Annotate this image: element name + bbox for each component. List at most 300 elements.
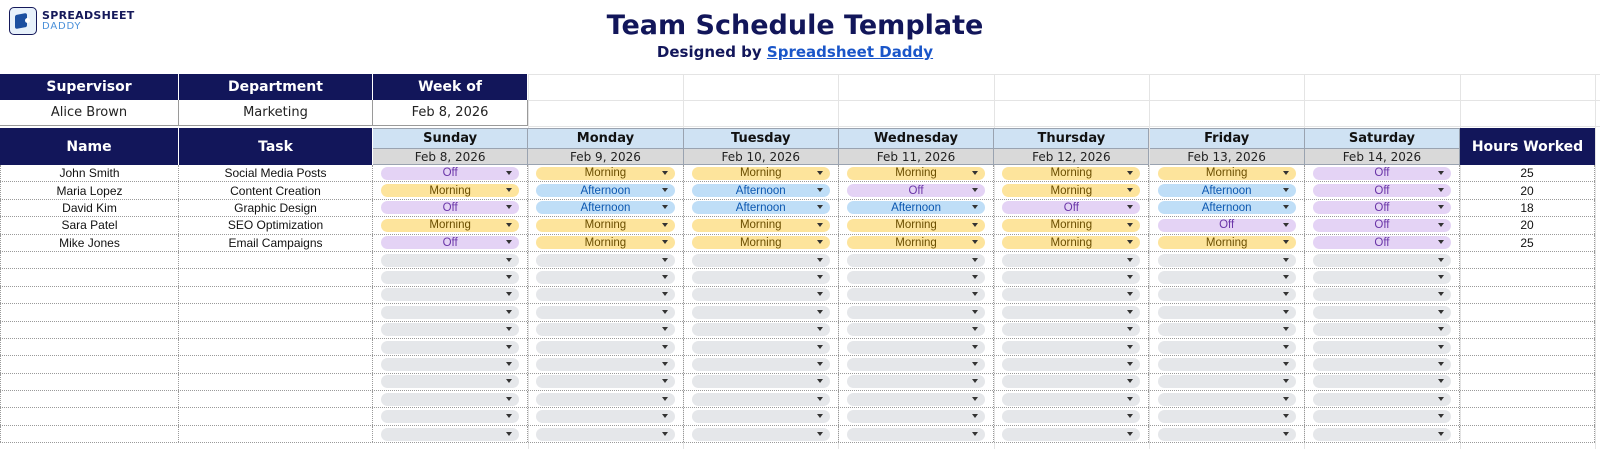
dropdown-arrow-icon[interactable] [972,397,978,401]
shift-dropdown[interactable] [536,375,674,388]
dropdown-arrow-icon[interactable] [506,310,512,314]
shift-dropdown[interactable] [536,428,674,441]
shift-dropdown[interactable] [1002,288,1140,301]
shift-dropdown[interactable] [1158,358,1296,371]
employee-name-cell[interactable] [0,391,179,407]
shift-dropdown[interactable] [536,358,674,371]
dropdown-arrow-icon[interactable] [1438,414,1444,418]
shift-cell [1150,165,1305,181]
shift-dropdown[interactable] [847,271,985,284]
shift-dropdown[interactable] [1002,254,1140,267]
dropdown-arrow-icon[interactable] [972,292,978,296]
hours-worked-cell[interactable] [1460,322,1595,338]
week-of-value[interactable]: Feb 8, 2026 [373,100,528,126]
day-header-sunday: Sunday [373,128,528,148]
employee-name-cell[interactable] [0,287,179,303]
shift-dropdown[interactable] [847,323,985,336]
hours-worked-cell[interactable] [1460,391,1595,407]
shift-dropdown[interactable] [692,428,830,441]
department-value[interactable]: Marketing [179,100,373,126]
task-cell[interactable] [179,269,373,285]
dropdown-arrow-icon[interactable] [1283,223,1289,227]
shift-dropdown[interactable] [381,219,519,232]
dropdown-arrow-icon[interactable] [817,345,823,349]
dropdown-arrow-icon[interactable] [972,275,978,279]
shift-dropdown[interactable] [381,306,519,319]
dropdown-arrow-icon[interactable] [506,275,512,279]
dropdown-arrow-icon[interactable] [1127,292,1133,296]
shift-dropdown[interactable] [1002,219,1140,232]
dropdown-arrow-icon[interactable] [662,414,668,418]
dropdown-arrow-icon[interactable] [1127,240,1133,244]
shift-dropdown[interactable] [847,288,985,301]
task-cell[interactable]: SEO Optimization [179,217,373,233]
dropdown-arrow-icon[interactable] [1127,432,1133,436]
shift-dropdown[interactable] [381,271,519,284]
shift-dropdown[interactable] [1158,428,1296,441]
dropdown-arrow-icon[interactable] [972,223,978,227]
hours-worked-cell[interactable] [1460,339,1595,355]
dropdown-arrow-icon[interactable] [972,414,978,418]
shift-dropdown[interactable] [1002,358,1140,371]
dropdown-arrow-icon[interactable] [1438,258,1444,262]
shift-dropdown[interactable] [692,219,830,232]
shift-dropdown[interactable] [536,184,674,197]
dropdown-arrow-icon[interactable] [1127,223,1133,227]
dropdown-arrow-icon[interactable] [972,258,978,262]
shift-dropdown[interactable] [847,375,985,388]
shift-cell [373,235,528,251]
shift-cell [1150,408,1305,424]
hours-worked-cell[interactable] [1460,426,1595,442]
shift-dropdown[interactable] [536,271,674,284]
shift-dropdown[interactable] [381,254,519,267]
dropdown-arrow-icon[interactable] [972,240,978,244]
dropdown-arrow-icon[interactable] [662,240,668,244]
dropdown-arrow-icon[interactable] [1127,327,1133,331]
dropdown-arrow-icon[interactable] [817,188,823,192]
shift-dropdown[interactable] [1313,341,1451,354]
hours-worked-cell[interactable] [1460,374,1595,390]
employee-name-cell[interactable]: Sara Patel [0,217,179,233]
employee-name-cell[interactable] [0,304,179,320]
dropdown-arrow-icon[interactable] [817,292,823,296]
dropdown-arrow-icon[interactable] [1283,327,1289,331]
shift-dropdown[interactable] [1002,323,1140,336]
hours-worked-cell[interactable] [1460,304,1595,320]
employee-name-cell[interactable] [0,356,179,372]
shift-dropdown[interactable] [536,288,674,301]
dropdown-arrow-icon[interactable] [662,379,668,383]
dropdown-arrow-icon[interactable] [1127,275,1133,279]
shift-dropdown[interactable] [1313,393,1451,406]
shift-dropdown[interactable] [1313,358,1451,371]
shift-dropdown[interactable] [847,341,985,354]
employee-name-cell[interactable] [0,322,179,338]
dropdown-arrow-icon[interactable] [1283,397,1289,401]
dropdown-arrow-icon[interactable] [1127,188,1133,192]
dropdown-arrow-icon[interactable] [1127,205,1133,209]
employee-name-cell[interactable] [0,374,179,390]
shift-dropdown[interactable] [692,306,830,319]
hours-worked-cell[interactable]: 18 [1460,200,1595,216]
shift-dropdown[interactable] [1158,184,1296,197]
empty-schedule-row [0,322,1595,339]
hours-worked-cell[interactable]: 25 [1460,165,1595,181]
dropdown-arrow-icon[interactable] [506,345,512,349]
dropdown-arrow-icon[interactable] [817,414,823,418]
shift-dropdown[interactable] [692,341,830,354]
employee-name-cell[interactable]: Maria Lopez [0,182,179,198]
shift-dropdown[interactable] [692,410,830,423]
dropdown-arrow-icon[interactable] [817,205,823,209]
hours-worked-cell[interactable] [1460,408,1595,424]
hours-worked-cell[interactable]: 25 [1460,235,1595,251]
shift-dropdown[interactable] [381,393,519,406]
shift-dropdown[interactable] [1313,219,1451,232]
shift-dropdown[interactable] [1158,167,1296,180]
shift-cell [994,217,1149,233]
dropdown-arrow-icon[interactable] [817,432,823,436]
dropdown-arrow-icon[interactable] [817,171,823,175]
shift-dropdown[interactable] [1002,393,1140,406]
dropdown-arrow-icon[interactable] [1283,362,1289,366]
dropdown-arrow-icon[interactable] [817,362,823,366]
dropdown-arrow-icon[interactable] [817,379,823,383]
dropdown-arrow-icon[interactable] [1438,240,1444,244]
dropdown-arrow-icon[interactable] [1283,379,1289,383]
shift-dropdown[interactable] [1002,201,1140,214]
dropdown-arrow-icon[interactable] [1283,414,1289,418]
shift-value: Afternoon [580,184,631,197]
dropdown-arrow-icon[interactable] [662,188,668,192]
task-cell[interactable]: Content Creation [179,182,373,198]
shift-dropdown[interactable] [381,323,519,336]
task-cell[interactable] [179,304,373,320]
shift-dropdown[interactable] [692,184,830,197]
dropdown-arrow-icon[interactable] [972,171,978,175]
shift-dropdown[interactable] [1158,288,1296,301]
dropdown-arrow-icon[interactable] [972,205,978,209]
shift-dropdown[interactable] [536,201,674,214]
dropdown-arrow-icon[interactable] [662,432,668,436]
employee-name-cell[interactable] [0,252,179,268]
shift-dropdown[interactable] [847,428,985,441]
shift-dropdown[interactable] [1313,306,1451,319]
shift-dropdown[interactable] [1313,428,1451,441]
employee-name-cell[interactable] [0,408,179,424]
shift-dropdown[interactable] [536,341,674,354]
dropdown-arrow-icon[interactable] [972,188,978,192]
shift-dropdown[interactable] [847,184,985,197]
dropdown-arrow-icon[interactable] [817,258,823,262]
shift-dropdown[interactable] [1002,271,1140,284]
dropdown-arrow-icon[interactable] [1127,414,1133,418]
shift-dropdown[interactable] [1313,184,1451,197]
shift-dropdown[interactable] [1158,271,1296,284]
shift-dropdown[interactable] [1002,428,1140,441]
shift-dropdown[interactable] [847,393,985,406]
hours-worked-cell[interactable]: 20 [1460,182,1595,198]
shift-cell [684,356,839,372]
hours-worked-cell[interactable] [1460,287,1595,303]
dropdown-arrow-icon[interactable] [1438,362,1444,366]
dropdown-arrow-icon[interactable] [1438,345,1444,349]
shift-dropdown[interactable] [1313,236,1451,249]
task-cell[interactable]: Graphic Design [179,200,373,216]
shift-dropdown[interactable] [1158,306,1296,319]
shift-dropdown[interactable] [1158,254,1296,267]
dropdown-arrow-icon[interactable] [1283,258,1289,262]
dropdown-arrow-icon[interactable] [1127,379,1133,383]
dropdown-arrow-icon[interactable] [1438,327,1444,331]
dropdown-arrow-icon[interactable] [1438,205,1444,209]
shift-dropdown[interactable] [847,254,985,267]
shift-dropdown[interactable] [692,358,830,371]
dropdown-arrow-icon[interactable] [972,345,978,349]
shift-cell [373,200,528,216]
dropdown-arrow-icon[interactable] [1283,240,1289,244]
dropdown-arrow-icon[interactable] [817,327,823,331]
shift-dropdown[interactable] [381,375,519,388]
shift-dropdown[interactable] [1313,375,1451,388]
shift-dropdown[interactable] [1158,410,1296,423]
date-header-sunday: Feb 8, 2026 [373,148,528,165]
employee-name-cell[interactable]: David Kim [0,200,179,216]
dropdown-arrow-icon[interactable] [662,327,668,331]
dropdown-arrow-icon[interactable] [1283,275,1289,279]
dropdown-arrow-icon[interactable] [506,432,512,436]
dropdown-arrow-icon[interactable] [1438,223,1444,227]
shift-dropdown[interactable] [1002,306,1140,319]
shift-dropdown[interactable] [1313,167,1451,180]
shift-dropdown[interactable] [536,236,674,249]
dropdown-arrow-icon[interactable] [506,292,512,296]
shift-dropdown[interactable] [1002,184,1140,197]
shift-dropdown[interactable] [847,201,985,214]
employee-name-cell[interactable] [0,269,179,285]
shift-dropdown[interactable] [381,428,519,441]
dropdown-arrow-icon[interactable] [506,188,512,192]
shift-dropdown[interactable] [692,375,830,388]
dropdown-arrow-icon[interactable] [817,223,823,227]
hours-worked-cell[interactable] [1460,269,1595,285]
dropdown-arrow-icon[interactable] [1438,397,1444,401]
shift-dropdown[interactable] [692,254,830,267]
dropdown-arrow-icon[interactable] [662,310,668,314]
task-cell[interactable]: Social Media Posts [179,165,373,181]
dropdown-arrow-icon[interactable] [1438,432,1444,436]
dropdown-arrow-icon[interactable] [1127,397,1133,401]
shift-cell [994,252,1149,268]
dropdown-arrow-icon[interactable] [506,223,512,227]
shift-value: Afternoon [580,201,631,214]
shift-dropdown[interactable] [381,341,519,354]
dropdown-arrow-icon[interactable] [662,223,668,227]
hours-worked-cell[interactable]: 20 [1460,217,1595,233]
dropdown-arrow-icon[interactable] [662,258,668,262]
dropdown-arrow-icon[interactable] [972,327,978,331]
task-cell[interactable] [179,426,373,442]
shift-dropdown[interactable] [692,271,830,284]
dropdown-arrow-icon[interactable] [662,292,668,296]
dropdown-arrow-icon[interactable] [817,275,823,279]
shift-cell [994,391,1149,407]
empty-schedule-row [0,408,1595,425]
dropdown-arrow-icon[interactable] [972,379,978,383]
dropdown-arrow-icon[interactable] [1127,258,1133,262]
employee-name-cell[interactable] [0,426,179,442]
dropdown-arrow-icon[interactable] [1127,362,1133,366]
dropdown-arrow-icon[interactable] [817,397,823,401]
shift-dropdown[interactable] [536,323,674,336]
shift-dropdown[interactable] [847,219,985,232]
shift-dropdown[interactable] [1158,375,1296,388]
dropdown-arrow-icon[interactable] [817,310,823,314]
shift-dropdown[interactable] [536,410,674,423]
shift-dropdown[interactable] [536,254,674,267]
dropdown-arrow-icon[interactable] [506,397,512,401]
task-cell[interactable] [179,339,373,355]
shift-cell [994,322,1149,338]
dropdown-arrow-icon[interactable] [972,432,978,436]
shift-dropdown[interactable] [1002,375,1140,388]
shift-cell [994,200,1149,216]
shift-dropdown[interactable] [1002,167,1140,180]
dropdown-arrow-icon[interactable] [1283,171,1289,175]
shift-dropdown[interactable] [381,410,519,423]
spreadsheet-daddy-link[interactable]: Spreadsheet Daddy [766,43,934,61]
dropdown-arrow-icon[interactable] [972,310,978,314]
shift-dropdown[interactable] [1158,219,1296,232]
dropdown-arrow-icon[interactable] [972,362,978,366]
dropdown-arrow-icon[interactable] [662,275,668,279]
shift-dropdown[interactable] [1158,323,1296,336]
task-cell[interactable] [179,287,373,303]
shift-dropdown[interactable] [1313,254,1451,267]
dropdown-arrow-icon[interactable] [506,240,512,244]
dropdown-arrow-icon[interactable] [662,205,668,209]
shift-dropdown[interactable] [1158,236,1296,249]
shift-dropdown[interactable] [1313,410,1451,423]
task-cell[interactable] [179,356,373,372]
shift-cell [994,304,1149,320]
dropdown-arrow-icon[interactable] [1283,205,1289,209]
shift-dropdown[interactable] [1002,236,1140,249]
shift-dropdown[interactable] [692,393,830,406]
dropdown-arrow-icon[interactable] [1438,188,1444,192]
task-cell[interactable] [179,374,373,390]
shift-dropdown[interactable] [692,288,830,301]
shift-dropdown[interactable] [381,288,519,301]
shift-dropdown[interactable] [847,167,985,180]
dropdown-arrow-icon[interactable] [662,397,668,401]
dropdown-arrow-icon[interactable] [1283,292,1289,296]
task-cell[interactable]: Email Campaigns [179,235,373,251]
employee-name-cell[interactable] [0,339,179,355]
dropdown-arrow-icon[interactable] [506,171,512,175]
employee-name-cell[interactable]: John Smith [0,165,179,181]
dropdown-arrow-icon[interactable] [506,327,512,331]
date-header-thursday: Feb 12, 2026 [994,148,1149,165]
shift-dropdown[interactable] [1313,323,1451,336]
task-cell[interactable] [179,252,373,268]
shift-value: Afternoon [1201,201,1252,214]
dropdown-arrow-icon[interactable] [1283,345,1289,349]
dropdown-arrow-icon[interactable] [1283,188,1289,192]
dropdown-arrow-icon[interactable] [1127,171,1133,175]
shift-dropdown[interactable] [847,410,985,423]
dropdown-arrow-icon[interactable] [506,414,512,418]
shift-cell [528,217,683,233]
supervisor-value[interactable]: Alice Brown [0,100,179,126]
shift-dropdown[interactable] [1002,341,1140,354]
shift-dropdown[interactable] [536,219,674,232]
shift-dropdown[interactable] [536,306,674,319]
shift-dropdown[interactable] [1313,271,1451,284]
dropdown-arrow-icon[interactable] [817,240,823,244]
shift-cell [839,252,994,268]
hours-worked-cell[interactable] [1460,356,1595,372]
dropdown-arrow-icon[interactable] [662,171,668,175]
dropdown-arrow-icon[interactable] [1283,310,1289,314]
name-column-header: Name [0,128,179,165]
shift-dropdown[interactable] [536,393,674,406]
dropdown-arrow-icon[interactable] [1438,310,1444,314]
hours-worked-cell[interactable] [1460,252,1595,268]
shift-dropdown[interactable] [1313,288,1451,301]
shift-dropdown[interactable] [1158,341,1296,354]
shift-dropdown[interactable] [1158,393,1296,406]
task-cell[interactable] [179,322,373,338]
shift-dropdown[interactable] [1158,201,1296,214]
shift-cell [684,217,839,233]
dropdown-arrow-icon[interactable] [1438,171,1444,175]
shift-cell [1305,269,1460,285]
shift-dropdown[interactable] [692,323,830,336]
task-cell[interactable] [179,408,373,424]
dropdown-arrow-icon[interactable] [1438,292,1444,296]
employee-name-cell[interactable]: Mike Jones [0,235,179,251]
dropdown-arrow-icon[interactable] [1127,345,1133,349]
dropdown-arrow-icon[interactable] [1438,275,1444,279]
shift-dropdown[interactable] [692,236,830,249]
dropdown-arrow-icon[interactable] [1283,432,1289,436]
shift-dropdown[interactable] [536,167,674,180]
dropdown-arrow-icon[interactable] [506,258,512,262]
shift-dropdown[interactable] [847,236,985,249]
shift-dropdown[interactable] [692,201,830,214]
dropdown-arrow-icon[interactable] [506,205,512,209]
dropdown-arrow-icon[interactable] [662,362,668,366]
shift-dropdown[interactable] [692,167,830,180]
shift-dropdown[interactable] [381,358,519,371]
shift-dropdown[interactable] [847,306,985,319]
dropdown-arrow-icon[interactable] [506,379,512,383]
shift-dropdown[interactable] [381,184,519,197]
dropdown-arrow-icon[interactable] [506,362,512,366]
shift-dropdown[interactable] [381,236,519,249]
shift-dropdown[interactable] [1313,201,1451,214]
shift-dropdown[interactable] [847,358,985,371]
shift-dropdown[interactable] [381,201,519,214]
dropdown-arrow-icon[interactable] [1127,310,1133,314]
shift-dropdown[interactable] [1002,410,1140,423]
dropdown-arrow-icon[interactable] [662,345,668,349]
task-cell[interactable] [179,391,373,407]
dropdown-arrow-icon[interactable] [1438,379,1444,383]
shift-dropdown[interactable] [381,167,519,180]
